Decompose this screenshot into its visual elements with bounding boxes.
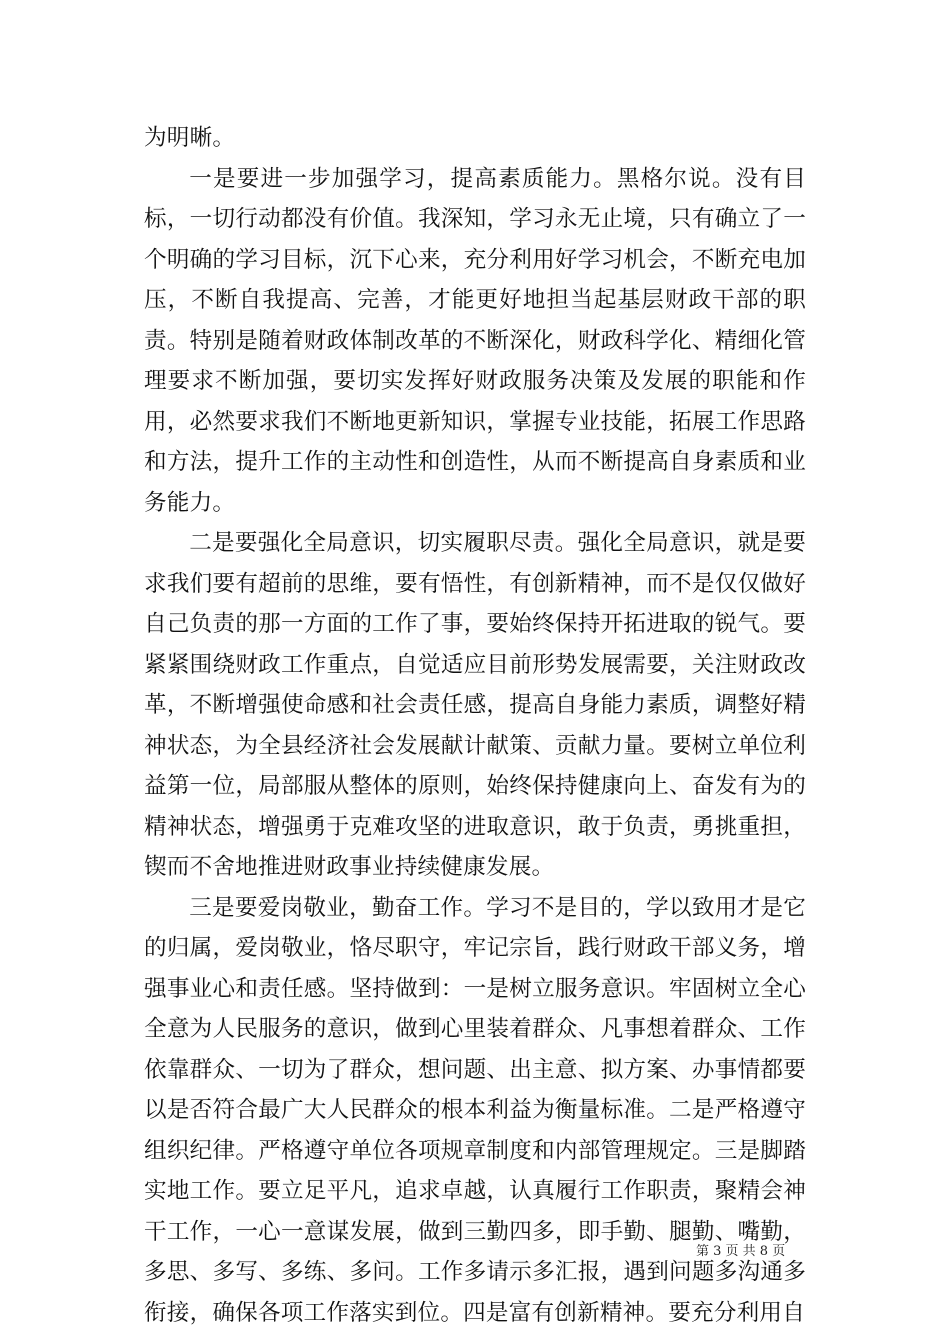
paragraph-study: 一是要进一步加强学习，提高素质能力。黑格尔说。没有目标，一切行动都没有价值。我深知，学习永无止境，只有确立了一个明确的学习目标，沉下心来，充分利用好学习机会，不断充电加压，不断自我提高、完善，才能更好地担当起基层财政干部的职责。特别是随着财政体制改革的不断深化，财政科学化、精细化管理要求不断加强，要切实发挥好财政服务决策及发展的职能和作用，必然要求我们不断地更新知识，掌握专业技能，拓展工作思路和方法，提升工作的主动性和创造性，从而不断提高自身素质和业务能力。 xyxy=(144,165,806,516)
page-number-footer: 第 3 页 共 8 页 xyxy=(696,1244,786,1259)
paragraph-dedication: 三是要爱岗敬业，勤奋工作。学习不是目的，学以致用才是它的归属，爱岗敬业，恪尽职守，牢记宗旨，践行财政干部义务，增强事业心和责任感。坚持做到：一是树立服务意识。牢固树立全心全意为人民服务的意识，做到心里装着群众、凡事想着群众、工作依靠群众、一切为了群众，想问题、出主意、拟方案、办事情都要以是否符合最广大人民群众的根本利益为衡量标准。二是严格遵守组织纪律。严格遵守单位各项规章制度和内部管理规定。三是脚踏实地工作。要立足平凡，追求卓越，认真履行工作职责，聚精会神干工作，一心一意谋发展，做到三勤四多，即手勤、腿勤、嘴勤，多思、多写、多练、多问。工作多请示多汇报，遇到问题多沟通多衔接，确保各项工作落实到位。四是富有创新精神。要充分利用自 xyxy=(144,894,806,1326)
document-body xyxy=(144,118,806,1333)
paragraph-continuation: 为明晰。 xyxy=(144,125,236,151)
paragraph-overall-awareness: 二是要强化全局意识，切实履职尽责。强化全局意识，就是要求我们要有超前的思维，要有悟性，有创新精神，而不是仅仅做好自己负责的那一方面的工作了事，要始终保持开拓进取的锐气。要紧紧围绕财政工作重点，自觉适应目前形势发展需要，关注财政改革，不断增强使命感和社会责任感，提高自身能力素质，调整好精神状态，为全县经济社会发展献计献策、贡献力量。要树立单位利益第一位，局部服从整体的原则，始终保持健康向上、奋发有为的精神状态，增强勇于克难攻坚的进取意识，敢于负责，勇挑重担，锲而不舍地推进财政事业持续健康发展。 xyxy=(144,530,806,880)
